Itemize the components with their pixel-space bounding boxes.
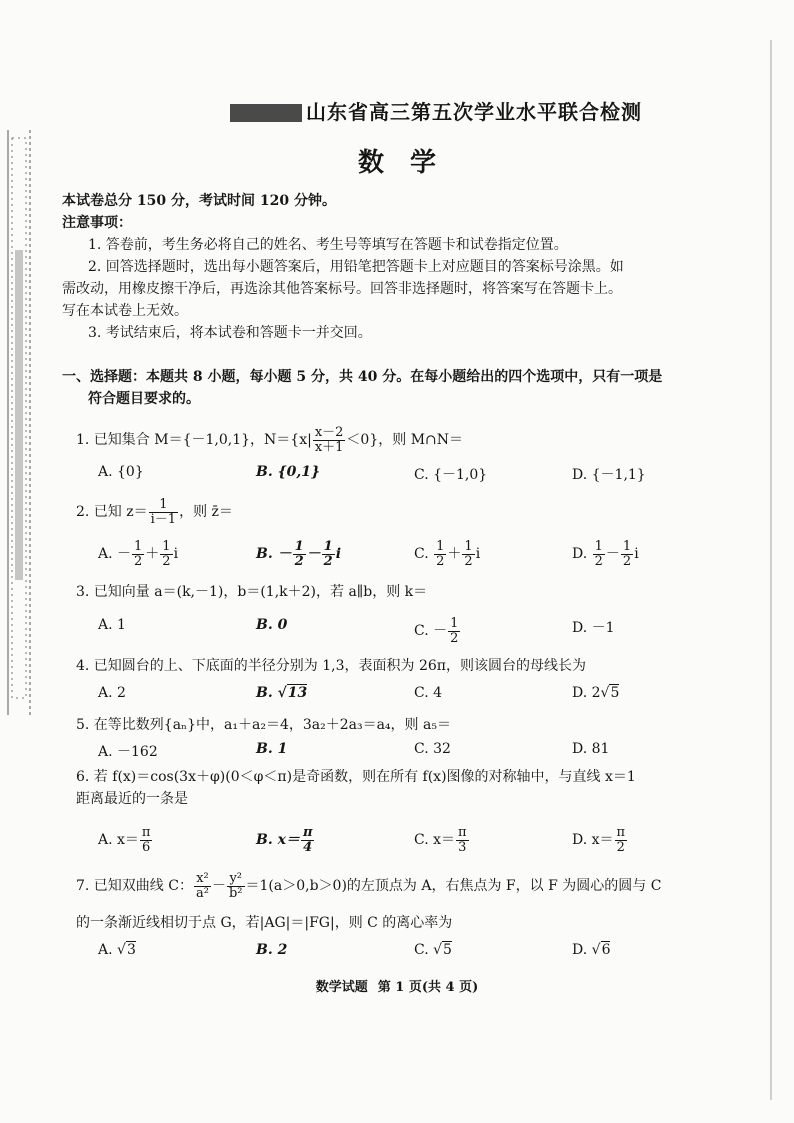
q6-c-frac [456, 826, 469, 854]
q1-option-d: D. {－1,1} [572, 467, 646, 483]
question-1 [76, 426, 756, 454]
q2-option-c [414, 540, 480, 568]
q1-option-c: C. {－1,0} [414, 467, 488, 483]
q2-d-frac2-num: 1 [622, 539, 632, 554]
q7-frac2-num: y² [227, 872, 245, 887]
question-4: 4. 已知圆台的上、下底面的半径分别为 1,3，表面积为 26π，则该圆台的母线长为 [76, 658, 586, 674]
instructions-block [62, 190, 742, 344]
q3-option-c [414, 617, 461, 645]
q7-options [98, 942, 738, 976]
q2-c-frac2-num: 1 [464, 539, 473, 554]
q3-c-frac-num: 1 [450, 616, 459, 631]
binding-strip-seal [0, 130, 40, 715]
q1-set-left: {x| [290, 432, 312, 449]
q7-c-radicand: 5 [443, 942, 452, 958]
page-edge-line [770, 40, 772, 1100]
question-2 [76, 498, 756, 526]
q3-c-label: C. － [414, 623, 448, 640]
q6-c-frac-den: 3 [458, 839, 467, 855]
q4-option-b [256, 685, 307, 701]
q1-option-a: A. {0} [98, 464, 144, 480]
notes-title: 注意事项： [62, 215, 132, 231]
q7-stem: 7. 已知双曲线 C： [76, 878, 193, 895]
score-line: 本试卷总分 150 分，考试时间 120 分钟。 [62, 193, 336, 209]
question-6 [76, 766, 756, 810]
q6-option-c [414, 826, 470, 854]
q6-option-b [256, 826, 315, 854]
q2-c-label: C. [414, 546, 434, 563]
q2-b-label: B. － [256, 546, 292, 563]
q7-d-radicand: 6 [601, 942, 611, 958]
q7-minus: － [211, 878, 226, 895]
q6-c-label: C. x＝ [414, 832, 456, 849]
q7-frac1 [194, 872, 211, 900]
note-2-cont2: 写在本试卷上无效。 [62, 303, 188, 319]
q6-d-frac-num: π [616, 825, 626, 840]
q3-c-frac-den: 2 [450, 630, 459, 646]
q1-option-b: B. {0,1} [256, 464, 320, 480]
q2-a-frac2-den: 2 [162, 553, 171, 569]
q2-b-i: i [335, 546, 342, 563]
section-heading-line2: 符合题目要求的。 [88, 391, 200, 407]
q2-c-frac1 [434, 540, 446, 568]
q2-a-frac1-num: 1 [134, 539, 143, 554]
q7-frac1-num: x² [194, 872, 211, 887]
q2-c-op: ＋ [447, 546, 462, 563]
q7-line2: 的一条渐近线相切于点 G，若|AG|＝|FG|，则 C 的离心率为 [76, 915, 453, 931]
q4-d-label: D. 2 [572, 685, 601, 701]
q2-b-frac1-den: 2 [294, 553, 304, 569]
q6-options [98, 826, 738, 860]
q5-option-b: B. 1 [256, 741, 288, 757]
q7-option-a [98, 942, 136, 958]
q2-b-frac2-den: 2 [323, 553, 333, 569]
q2-a-label: A. － [98, 546, 132, 563]
q3-options [98, 617, 738, 651]
q2-b-op: － [306, 546, 321, 563]
q6-c-frac-num: π [458, 825, 467, 840]
q2-a-frac1 [132, 540, 144, 568]
footer-subject: 数学试题 [315, 980, 368, 995]
q2-frac-den: i－1 [150, 511, 177, 527]
q4-option-c: C. 4 [414, 685, 443, 701]
q1-set-right: ＜0} [346, 432, 379, 449]
q5-option-c: C. 32 [414, 741, 451, 757]
section-heading [62, 366, 742, 410]
note-2-cont: 需改动，用橡皮擦干净后，再选涂其他答案标号。回答非选择题时，将答案写在答题卡上。 [62, 281, 622, 297]
q7-frac1-den: a² [195, 885, 209, 901]
q7-stem-end: ＝1(a＞0,b＞0)的左顶点为 A，右焦点为 F，以 F 为圆心的圆与 C [245, 878, 662, 895]
q2-d-frac1-num: 1 [594, 539, 603, 554]
q6-option-a [98, 826, 153, 854]
q7-a-label: A. [98, 942, 118, 958]
q2-b-frac2 [322, 540, 335, 568]
q7-c-label: C. [414, 942, 434, 958]
q6-a-frac-num: π [141, 825, 151, 840]
q2-d-op: － [605, 546, 620, 563]
q2-c-frac1-den: 2 [436, 553, 445, 569]
q6-b-frac-num: π [302, 825, 313, 840]
page-footer [0, 976, 794, 995]
q4-d-root-sign: √ [600, 685, 610, 701]
question-5: 5. 在等比数列{aₙ}中，a₁＋a₂＝4，3a₂＋2a₃＝a₄，则 a₅＝ [76, 717, 451, 733]
q2-d-frac1 [593, 540, 605, 568]
q5-option-a: A. －162 [98, 744, 158, 760]
q2-c-frac2-den: 2 [464, 553, 473, 569]
q7-a-root-sign: √ [117, 942, 126, 958]
q6-b-label: B. x＝ [256, 832, 300, 849]
q2-d-frac2 [621, 540, 633, 568]
note-1: 1. 答卷前，考生务必将自己的姓名、考生号等填写在答题卡和试卷指定位置。 [88, 237, 568, 253]
q6-line2: 距离最近的一条是 [76, 791, 188, 807]
subject-title: 数学 [357, 148, 462, 178]
q2-c-i: i [475, 546, 481, 563]
q4-b-radicand: 13 [287, 685, 308, 701]
note-2: 2. 回答选择题时，选出每小题答案后，用铅笔把答题卡上对应题目的答案标号涂黑。如 [88, 259, 624, 275]
q7-d-label: D. [572, 942, 592, 958]
q7-option-b: B. 2 [256, 942, 288, 958]
q1-frac-den: x＋1 [314, 439, 344, 455]
footer-page-number: 第 1 页(共 4 页) [377, 980, 479, 995]
q2-option-d [572, 540, 639, 568]
q6-d-label: D. x＝ [572, 832, 614, 849]
q6-a-frac-den: 6 [142, 839, 151, 855]
q1-stem: 1. 已知集合 M＝{－1,0,1}，N＝ [76, 432, 291, 449]
q2-options [98, 540, 738, 574]
q6-option-d [572, 826, 628, 854]
q3-c-frac [448, 617, 460, 645]
exam-title [230, 96, 730, 125]
q6-a-label: A. x＝ [98, 832, 139, 849]
question-7 [76, 872, 756, 900]
q2-frac-num: 1 [149, 498, 178, 513]
q2-d-i: i [634, 546, 639, 563]
q2-d-frac2-den: 2 [622, 553, 632, 569]
q1-options [98, 464, 738, 498]
q2-a-frac1-den: 2 [134, 553, 143, 569]
q7-a-radicand: 3 [126, 942, 136, 958]
q7-frac2-den: b² [228, 885, 243, 901]
exam-title-text: 山东省高三第五次学业水平联合检测 [306, 100, 642, 124]
q2-b-frac2-num: 1 [323, 539, 333, 554]
q2-a-frac2-num: 1 [162, 539, 171, 554]
scan-smudge [230, 104, 302, 122]
q2-option-a [98, 540, 178, 568]
q3-option-b: B. 0 [256, 617, 288, 633]
q3-option-d: D. －1 [572, 620, 615, 636]
q6-a-frac [140, 826, 153, 854]
q2-b-frac1 [293, 540, 306, 568]
q2-a-frac2 [160, 540, 172, 568]
question-3: 3. 已知向量 a＝(k,－1)，b＝(1,k＋2)，若 a∥b，则 k＝ [76, 584, 428, 600]
section-heading-line1: 一、选择题：本题共 8 小题，每小题 5 分，共 40 分。在每小题给出的四个选项中，只有一项是 [62, 369, 663, 385]
q2-fraction [149, 498, 178, 526]
q7-frac2 [227, 872, 245, 900]
q2-stem-end: ，则 z̄＝ [179, 504, 233, 521]
q4-option-a: A. 2 [98, 685, 126, 701]
q2-option-b [256, 540, 341, 568]
q2-a-op: ＋ [145, 546, 160, 563]
q1-fraction [313, 426, 346, 454]
q6-b-frac-den: 4 [303, 839, 313, 855]
q1-frac-num: x－2 [314, 425, 344, 440]
q2-b-frac1-num: 1 [294, 539, 304, 554]
q7-option-c [414, 942, 452, 958]
q2-stem: 2. 已知 z＝ [76, 504, 148, 521]
q2-d-label: D. [572, 546, 592, 563]
q6-d-frac [615, 826, 628, 854]
note-3: 3. 考试结束后，将本试卷和答题卡一并交回。 [88, 325, 372, 341]
q2-c-frac1-num: 1 [436, 539, 445, 554]
q2-d-frac1-den: 2 [594, 553, 603, 569]
q4-b-label: B. [256, 685, 278, 701]
q6-d-frac-den: 2 [616, 839, 625, 855]
q7-option-d [572, 942, 610, 958]
q2-c-frac2 [462, 540, 474, 568]
q5-option-d: D. 81 [572, 741, 610, 757]
q4-b-root-sign: √ [277, 685, 287, 701]
q6-b-frac [301, 826, 315, 854]
q4-d-radicand: 5 [610, 685, 620, 701]
q4-option-d [572, 685, 619, 701]
q6-line1: 6. 若 f(x)＝cos(3x＋φ)(0＜φ＜π)是奇函数，则在所有 f(x)图像的对称轴中，与直线 x＝1 [76, 769, 636, 785]
q7-c-root-sign: √ [433, 942, 443, 958]
q1-stem-end: ，则 M∩N＝ [378, 432, 464, 449]
q3-option-a: A. 1 [98, 617, 126, 633]
q7-d-root-sign: √ [591, 942, 601, 958]
q2-a-i: i [173, 546, 179, 563]
